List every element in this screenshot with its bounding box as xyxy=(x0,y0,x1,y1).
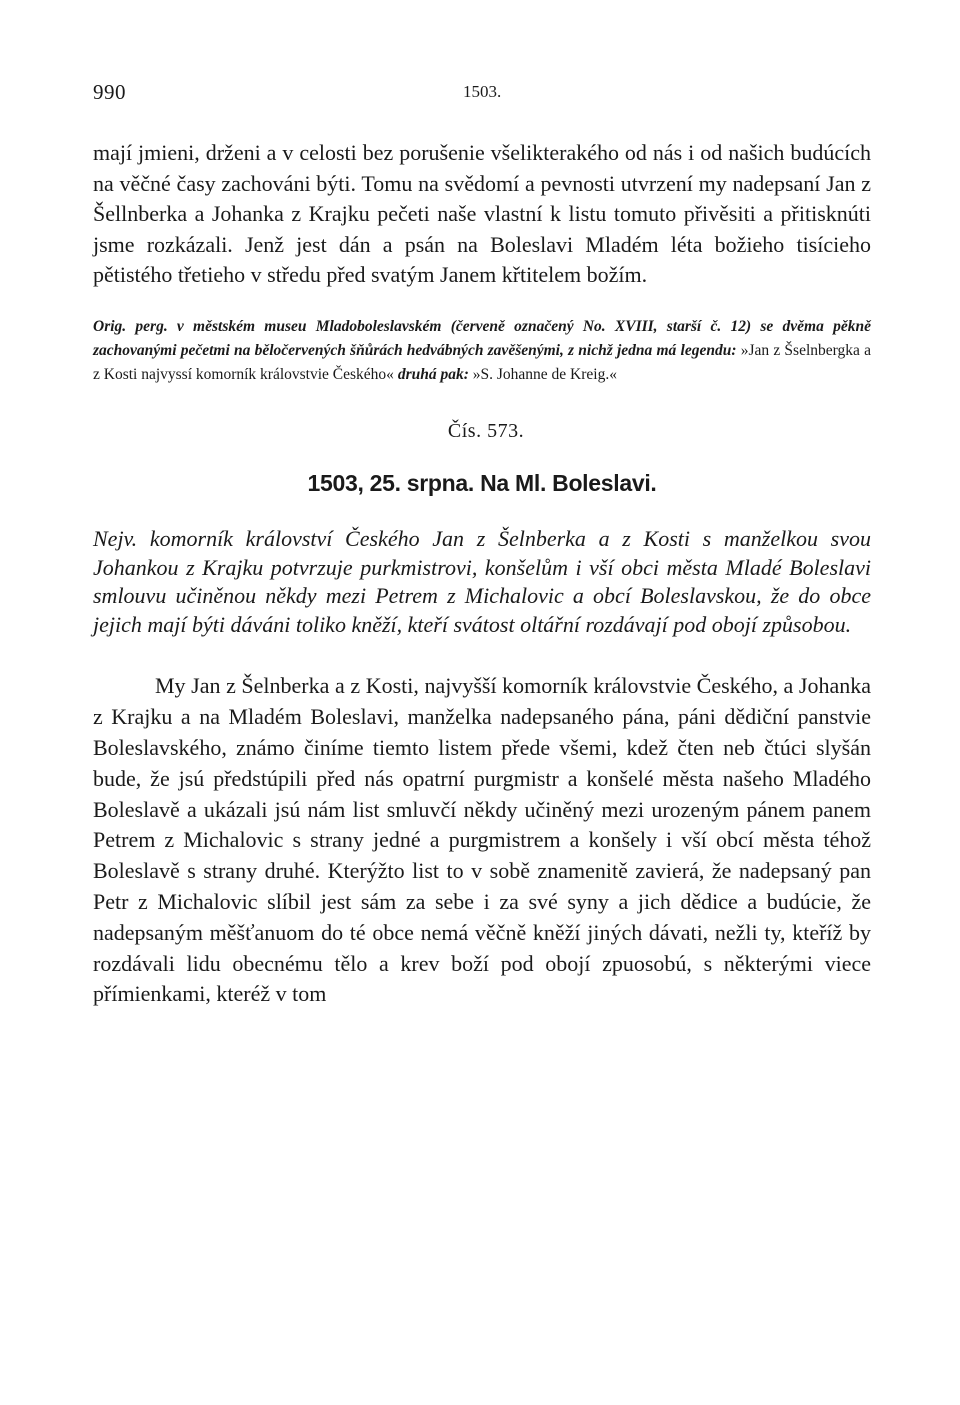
book-page xyxy=(93,80,871,1010)
continuation-paragraph: mají jmieni, drženi a v celosti bez porušenie všelikterakého od nás i od našich budúcích na věčné časy zachováni býti. Tomu na svědomí a pevnosti utvrzení my nadepsaní Jan z Šellnberka a Johanka z Krajku pečeti naše vlastní k listu tomuto přivěsiti a přitisknúti jsme rozkázali. Jenž jest dán a psán na Boleslavi Mladém léta božieho tisícieho pětistého třetieho v středu před svatým Janem křtitelem božím. xyxy=(93,140,871,288)
charter-text: My Jan z Šelnberka a z Kosti, najvyšší komorník královstvie Českého, a Johanka z Krajku a na Mladém Boleslavi, manželka nadepsaného pána, páni dědiční panstvie Boleslavského, známo činíme tiemto listem přede všemi, kdež čten neb čtúci slyšán bude, že jsú předstúpili před nás opatrní purgmistr a konšelé města našeho Mladého Boleslavě a ukázali jsú nám list smluvčí někdy učiněný mezi urozeným pánem panem Petrem z Michalovic s strany jedné a purgmistrem a konšely i vší obcí města téhož Boleslavě s strany druhé. Kterýžto list to v sobě znamenitě zavierá, že nadepsaný pan Petr z Michalovic slíbil jest sám za sebe i za své syny a jich dědice a budúcie, že nadepsaným měšťanuom do té obce nemá věčně kněží jiných dávati, nežli ty, kteříž by rozdávali lidu obecnému tělo a krev boží pod obojí zpuosobú, s některými viece přímienkami, kteréž v tom xyxy=(93,673,871,1007)
document-title: 1503, 25. srpna. Na Ml. Boleslavi. xyxy=(307,470,657,497)
document-number: Čís. 573. xyxy=(447,420,525,443)
running-head xyxy=(93,80,871,116)
source-note xyxy=(93,315,871,386)
regest-summary: Nejv. komorník království Českého Jan z Šelnberka a z Kosti s manželkou svou Johankou z Krajku potvrzuje purkmistrovi, konšelům i vší obci města Mladé Boleslavi smlouvu učiněnou někdy mezi Petrem z Michalovic a obcí Boleslavskou, že do obce jejich mají býti dáváni toliko kněží, kteří svátost oltářní rozdávají pod obojí způsobou. xyxy=(93,526,871,637)
page-number: 990 xyxy=(93,80,126,104)
source-note-part-1: Orig. perg. v městském museu Mladoboleslavském (červeně označený No. XVIII, starší č. 12) se dvěma pěkně zachovanými pečetmi na běločervených šňůrách hedvábných zavěšenými, z nichž jedna má legendu: xyxy=(93,317,871,359)
seal-legend-1: »Jan z Šselnbergka a z Kosti najvyssí komorník královstvie Českého« xyxy=(93,341,872,383)
running-year: 1503. xyxy=(463,82,502,101)
source-note-part-2: druhá pak: xyxy=(397,365,469,383)
seal-legend-2: »S. Johanne de Kreig.« xyxy=(468,365,617,383)
